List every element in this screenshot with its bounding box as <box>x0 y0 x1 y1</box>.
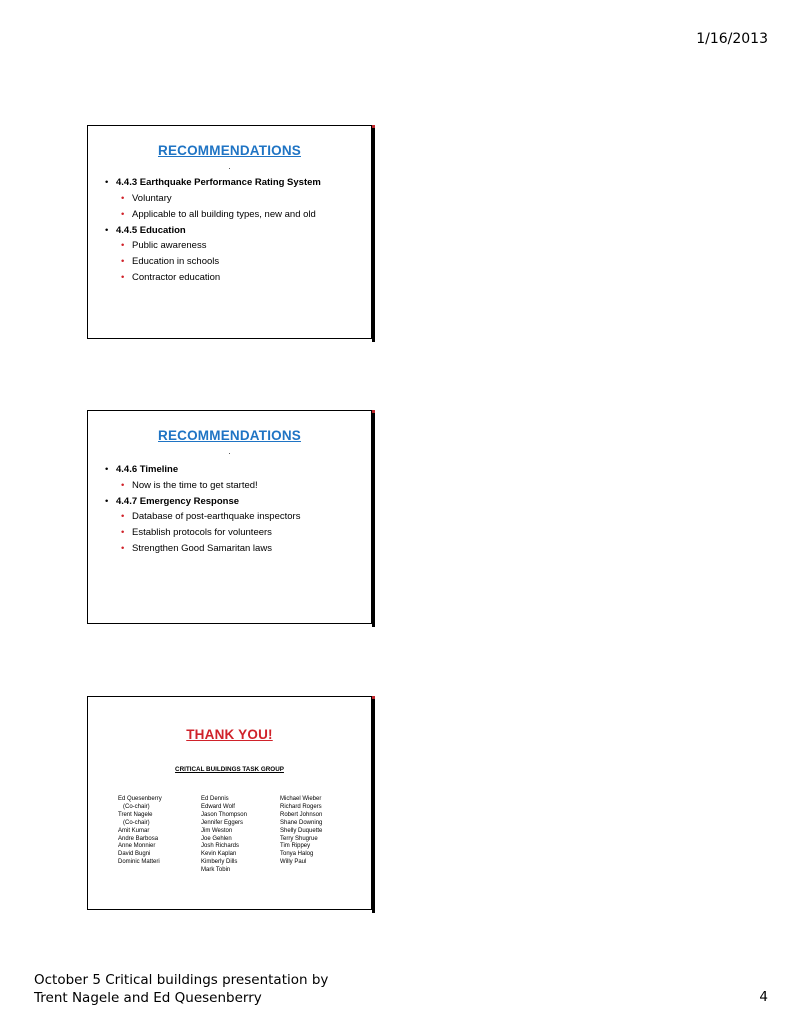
member-name: Mark Tobin <box>201 867 231 874</box>
member-name: Tonya Halog <box>280 851 314 858</box>
slide-thank-you <box>87 696 372 910</box>
member-name: David Bugni <box>118 851 151 858</box>
member-name: Anne Monnier <box>118 843 156 850</box>
slide-recommendations-1 <box>87 125 372 339</box>
bullet-item: • 4.4.6 Timeline <box>103 464 341 476</box>
slide-dot: . <box>228 162 231 171</box>
footer-caption <box>34 971 328 1007</box>
footer-line-2: Trent Nagele and Ed Quesenberry <box>34 990 262 1006</box>
slide-title: RECOMMENDATIONS <box>158 428 301 443</box>
member-name: Trent Nagele <box>118 811 153 818</box>
member-column-2 <box>201 796 247 875</box>
member-name: Willy Paul <box>280 859 307 866</box>
task-group-heading: CRITICAL BUILDINGS TASK GROUP <box>175 766 284 773</box>
member-name: Kevin Kaplan <box>201 851 237 858</box>
bullet-item: • 4.4.7 Emergency Response <box>103 496 341 508</box>
member-name: Joe Gehlen <box>201 835 232 842</box>
member-name: Shane Downing <box>280 819 323 826</box>
sub-bullet-item: • Voluntary <box>103 193 341 205</box>
member-name: Shelly Duquette <box>280 827 323 834</box>
slide-dot: . <box>228 447 231 456</box>
member-name: Jim Weston <box>201 827 233 834</box>
member-name: Andre Barbosa <box>118 835 159 842</box>
sub-bullet-item: • Now is the time to get started! <box>103 480 341 492</box>
member-role: (Co-chair) <box>123 803 150 810</box>
sub-bullet-item: • Contractor education <box>103 272 341 284</box>
member-column-1 <box>118 796 162 867</box>
page-number: 4 <box>759 989 768 1005</box>
member-name: Terry Shugrue <box>280 835 318 842</box>
sub-bullet-item: • Public awareness <box>103 240 341 252</box>
page-date: 1/16/2013 <box>696 31 768 47</box>
member-name: Jennifer Eggers <box>201 819 244 826</box>
sub-bullet-item: • Applicable to all building types, new and old <box>103 209 341 221</box>
member-column-3 <box>280 796 322 867</box>
slide-title: THANK YOU! <box>186 727 273 742</box>
member-name: Richard Rogers <box>280 803 322 810</box>
bullet-list <box>103 464 341 559</box>
bullet-item: • 4.4.5 Education <box>103 225 341 237</box>
slide-accent-bar <box>372 410 375 450</box>
member-name: Amit Kumar <box>118 827 150 834</box>
member-name: Jason Thompson <box>201 811 247 818</box>
bullet-item: • 4.4.3 Earthquake Performance Rating System <box>103 177 341 189</box>
sub-bullet-item: • Education in schools <box>103 256 341 268</box>
slide-accent-bar <box>372 125 375 165</box>
member-name: Ed Dennis <box>201 796 229 802</box>
member-name: Kimberly Dills <box>201 859 238 866</box>
slide-recommendations-2 <box>87 410 372 624</box>
member-name: Michael Wieber <box>280 796 322 802</box>
member-name: Robert Johnson <box>280 811 323 818</box>
member-role: (Co-chair) <box>123 819 150 826</box>
sub-bullet-item: • Database of post-earthquake inspectors <box>103 511 341 523</box>
member-name: Tim Rippey <box>280 843 311 850</box>
member-name: Josh Richards <box>201 843 240 850</box>
slide-accent-bar <box>372 696 375 736</box>
bullet-list <box>103 177 341 288</box>
member-name: Dominic Matteri <box>118 859 160 866</box>
footer-line-1: October 5 Critical buildings presentation by <box>34 972 329 988</box>
member-name: Edward Wolf <box>201 803 235 810</box>
sub-bullet-item: • Strengthen Good Samaritan laws <box>103 543 341 555</box>
sub-bullet-item: • Establish protocols for volunteers <box>103 527 341 539</box>
slide-title: RECOMMENDATIONS <box>158 143 301 158</box>
member-name: Ed Quesenberry <box>118 796 162 802</box>
